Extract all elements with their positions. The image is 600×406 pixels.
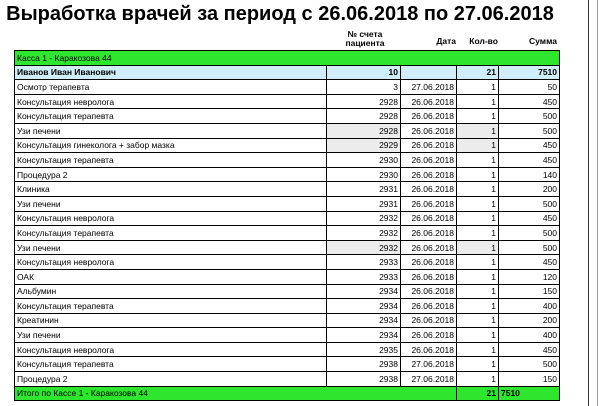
service-sum: 400 xyxy=(499,299,560,314)
service-date: 26.06.2018 xyxy=(401,153,457,168)
service-name: Узи печени xyxy=(15,328,327,343)
service-sum: 450 xyxy=(499,211,560,226)
service-name: Альбумин xyxy=(15,284,327,299)
account-number: 2930 xyxy=(327,167,401,182)
cashbox-footer-row xyxy=(15,386,560,401)
cashbox-header-row xyxy=(15,51,560,66)
service-date: 26.06.2018 xyxy=(401,313,457,328)
table-row xyxy=(15,211,560,226)
table-row xyxy=(15,94,560,109)
table-row xyxy=(15,240,560,255)
service-sum: 450 xyxy=(499,255,560,270)
service-qty: 1 xyxy=(457,269,499,284)
account-number: 2929 xyxy=(327,138,401,153)
service-name: Узи печени xyxy=(15,196,327,211)
table-row xyxy=(15,80,560,95)
service-date: 26.06.2018 xyxy=(401,123,457,138)
table-row xyxy=(15,255,560,270)
account-number: 2932 xyxy=(327,211,401,226)
service-qty: 1 xyxy=(457,226,499,241)
service-name: Консультация невролога xyxy=(15,342,327,357)
account-number: 2932 xyxy=(327,240,401,255)
account-number: 3 xyxy=(327,80,401,95)
service-name: Процедура 2 xyxy=(15,167,327,182)
service-sum: 150 xyxy=(499,372,560,387)
service-qty: 1 xyxy=(457,372,499,387)
service-date: 26.06.2018 xyxy=(401,284,457,299)
service-name: Осмотр терапевта xyxy=(15,80,327,95)
account-number: 2934 xyxy=(327,284,401,299)
service-name: Консультация терапевта xyxy=(15,226,327,241)
account-number: 2928 xyxy=(327,123,401,138)
service-date: 27.06.2018 xyxy=(401,80,457,95)
table-row xyxy=(15,284,560,299)
service-qty: 1 xyxy=(457,196,499,211)
service-date: 26.06.2018 xyxy=(401,211,457,226)
service-qty: 1 xyxy=(457,123,499,138)
table-row xyxy=(15,182,560,197)
service-sum: 450 xyxy=(499,138,560,153)
service-name: Узи печени xyxy=(15,240,327,255)
service-name: Узи печени xyxy=(15,123,327,138)
table-row xyxy=(15,196,560,211)
column-header-sum: Сумма xyxy=(529,36,557,46)
account-number: 2938 xyxy=(327,372,401,387)
table-row xyxy=(15,153,560,168)
patient-name: Иванов Иван Иванович xyxy=(15,65,327,80)
service-sum: 200 xyxy=(499,313,560,328)
service-qty: 1 xyxy=(457,109,499,124)
account-number: 2928 xyxy=(327,109,401,124)
account-number: 2933 xyxy=(327,269,401,284)
service-date: 26.06.2018 xyxy=(401,269,457,284)
service-date: 26.06.2018 xyxy=(401,255,457,270)
service-date: 26.06.2018 xyxy=(401,138,457,153)
service-qty: 1 xyxy=(457,284,499,299)
service-name: ОАК xyxy=(15,269,327,284)
service-sum: 50 xyxy=(499,80,560,95)
service-sum: 120 xyxy=(499,269,560,284)
account-number: 2933 xyxy=(327,255,401,270)
service-sum: 500 xyxy=(499,109,560,124)
table-row xyxy=(15,372,560,387)
table-row xyxy=(15,123,560,138)
service-qty: 1 xyxy=(457,167,499,182)
service-name: Консультация невролога xyxy=(15,94,327,109)
service-date: 27.06.2018 xyxy=(401,357,457,372)
service-name: Консультация гинеколога + забор мазка xyxy=(15,138,327,153)
service-date: 26.06.2018 xyxy=(401,240,457,255)
service-qty: 1 xyxy=(457,357,499,372)
service-qty: 1 xyxy=(457,138,499,153)
service-name: Клиника xyxy=(15,182,327,197)
service-name: Креатинин xyxy=(15,313,327,328)
service-name: Процедура 2 xyxy=(15,372,327,387)
service-qty: 1 xyxy=(457,211,499,226)
column-header-qty: Кол-во xyxy=(469,36,498,46)
service-qty: 1 xyxy=(457,94,499,109)
scrollbar-edge-line xyxy=(597,0,598,406)
service-date: 27.06.2018 xyxy=(401,372,457,387)
column-header-date: Дата xyxy=(436,36,456,46)
service-qty: 1 xyxy=(457,80,499,95)
report-body xyxy=(15,51,560,401)
table-row xyxy=(15,328,560,343)
cashbox-footer-label: Итого по Кассе 1 - Каракозова 44 xyxy=(15,386,457,401)
account-number: 2934 xyxy=(327,313,401,328)
table-row xyxy=(15,138,560,153)
cashbox-footer-qty: 21 xyxy=(457,386,499,401)
table-row xyxy=(15,299,560,314)
service-name: Консультация невролога xyxy=(15,255,327,270)
service-date: 26.06.2018 xyxy=(401,299,457,314)
table-row xyxy=(15,357,560,372)
service-qty: 1 xyxy=(457,255,499,270)
patient-qty: 21 xyxy=(457,65,499,80)
account-number: 2928 xyxy=(327,94,401,109)
service-sum: 450 xyxy=(499,94,560,109)
service-sum: 450 xyxy=(499,342,560,357)
account-number: 2934 xyxy=(327,299,401,314)
account-number: 2934 xyxy=(327,328,401,343)
table-row xyxy=(15,109,560,124)
service-date: 26.06.2018 xyxy=(401,226,457,241)
account-number: 2938 xyxy=(327,357,401,372)
table-row xyxy=(15,167,560,182)
service-name: Консультация невролога xyxy=(15,211,327,226)
service-qty: 1 xyxy=(457,182,499,197)
table-row xyxy=(15,342,560,357)
patient-date xyxy=(401,65,457,80)
service-sum: 400 xyxy=(499,328,560,343)
service-name: Консультация терапевта xyxy=(15,357,327,372)
service-qty: 1 xyxy=(457,240,499,255)
table-row xyxy=(15,313,560,328)
account-number: 2930 xyxy=(327,153,401,168)
account-number: 2935 xyxy=(327,342,401,357)
column-header-account: № счета пациента xyxy=(345,29,385,48)
service-name: Консультация терапевта xyxy=(15,109,327,124)
patient-row xyxy=(15,65,560,80)
service-date: 26.06.2018 xyxy=(401,167,457,182)
account-number: 2931 xyxy=(327,196,401,211)
service-qty: 1 xyxy=(457,153,499,168)
service-sum: 140 xyxy=(499,167,560,182)
service-date: 26.06.2018 xyxy=(401,182,457,197)
table-row xyxy=(15,269,560,284)
patient-sum: 7510 xyxy=(499,65,560,80)
service-qty: 1 xyxy=(457,328,499,343)
service-date: 26.06.2018 xyxy=(401,109,457,124)
service-sum: 450 xyxy=(499,153,560,168)
cashbox-header-label: Касса 1 - Каракозова 44 xyxy=(15,51,560,66)
service-sum: 500 xyxy=(499,240,560,255)
service-name: Консультация терапевта xyxy=(15,153,327,168)
service-sum: 200 xyxy=(499,182,560,197)
service-sum: 500 xyxy=(499,357,560,372)
account-number: 2931 xyxy=(327,182,401,197)
service-date: 26.06.2018 xyxy=(401,342,457,357)
service-date: 26.06.2018 xyxy=(401,94,457,109)
cashbox-footer-sum: 7510 xyxy=(499,386,560,401)
service-date: 26.06.2018 xyxy=(401,196,457,211)
service-name: Консультация терапевта xyxy=(15,299,327,314)
service-sum: 150 xyxy=(499,284,560,299)
service-sum: 500 xyxy=(499,196,560,211)
report-table xyxy=(14,50,560,401)
table-row xyxy=(15,226,560,241)
column-headers xyxy=(14,28,559,50)
service-qty: 1 xyxy=(457,342,499,357)
page-edge-line xyxy=(588,0,589,406)
service-date: 26.06.2018 xyxy=(401,328,457,343)
account-number: 2932 xyxy=(327,226,401,241)
patient-account: 10 xyxy=(327,65,401,80)
service-qty: 1 xyxy=(457,313,499,328)
service-sum: 500 xyxy=(499,123,560,138)
service-qty: 1 xyxy=(457,299,499,314)
report-title: Выработка врачей за период с 26.06.2018 по 27.06.2018 xyxy=(6,3,554,25)
service-sum: 500 xyxy=(499,226,560,241)
